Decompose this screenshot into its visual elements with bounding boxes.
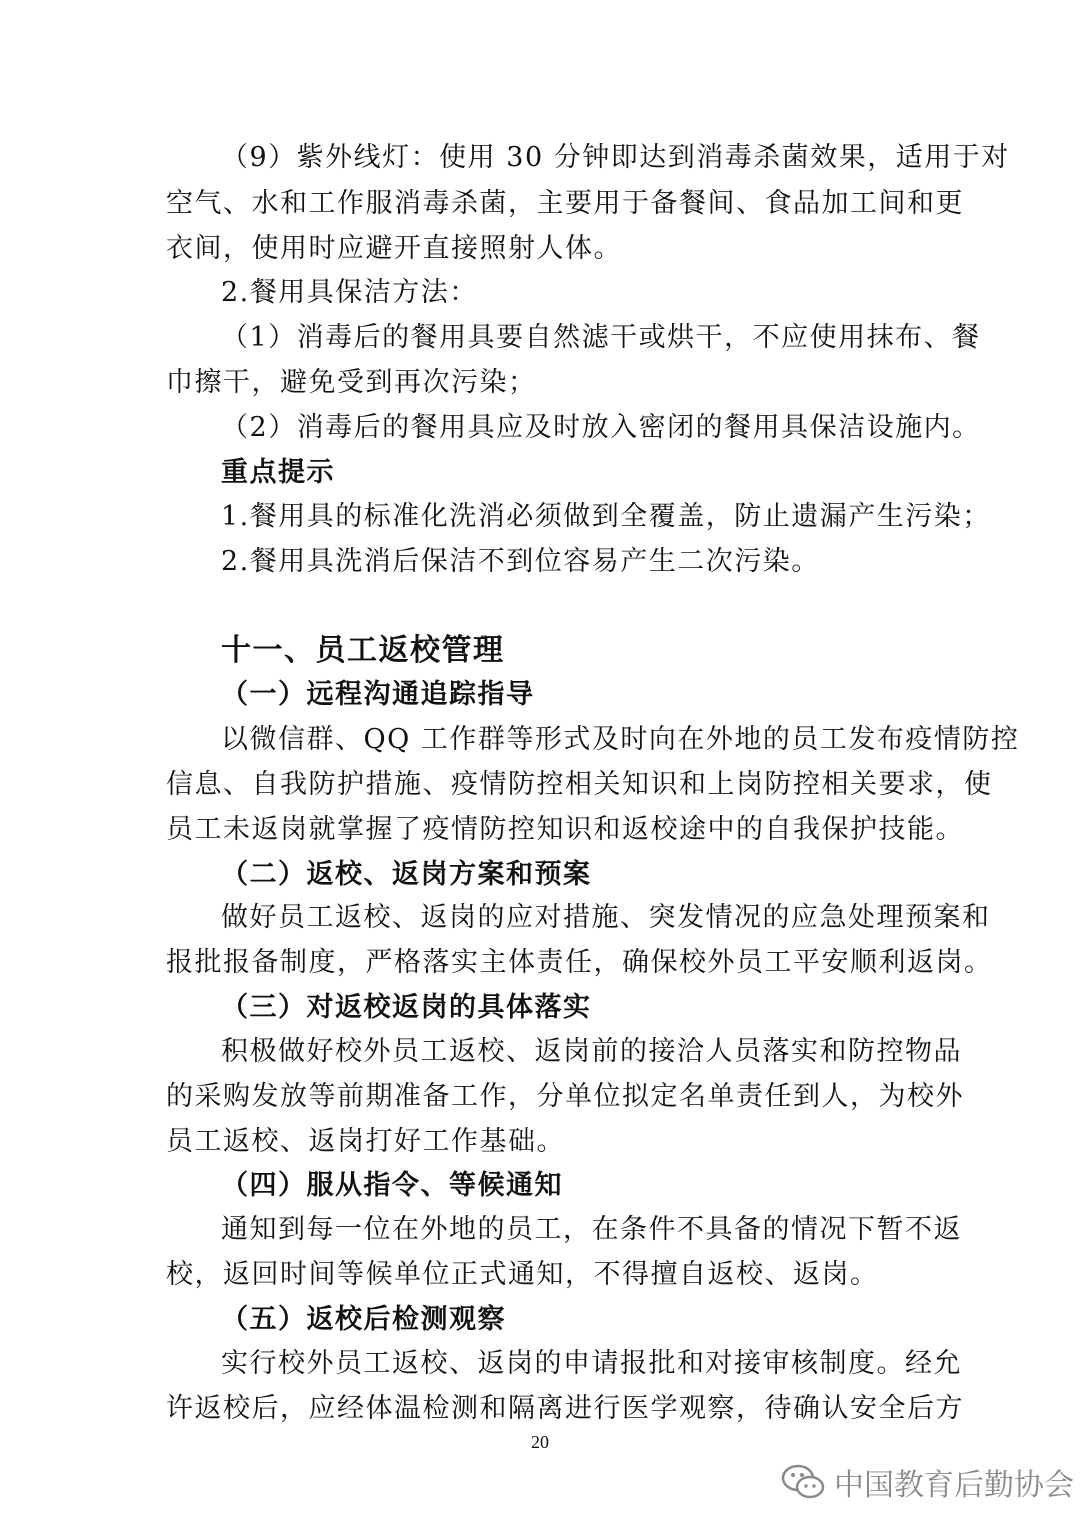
text-line: 通知到每一位在外地的员工，在条件不具备的情况下暂不返 — [221, 1214, 962, 1245]
text-line: 积极做好校外员工返校、返岗前的接洽人员落实和防控物品 — [221, 1036, 962, 1067]
page-number: 20 — [531, 1432, 549, 1452]
subheading: （一）远程沟通追踪指导 — [221, 679, 535, 710]
text-line: 实行校外员工返校、返岗的申请报批和对接审核制度。经允 — [221, 1348, 962, 1379]
text-line: 以微信群、QQ 工作群等形式及时向在外地的员工发布疫情防控 — [221, 724, 1020, 755]
text-line: 1.餐用具的标准化洗消必须做到全覆盖，防止遗漏产生污染； — [221, 501, 991, 532]
text-line: 空气、水和工作服消毒杀菌，主要用于备餐间、食品加工间和更 — [166, 188, 964, 219]
subheading: （四）服从指令、等候通知 — [221, 1170, 563, 1201]
wechat-icon — [780, 1462, 826, 1502]
subheading: （三）对返校返岗的具体落实 — [221, 992, 592, 1023]
section-heading: 十一、员工返校管理 — [221, 633, 505, 668]
text-line: 衣间，使用时应避开直接照射人体。 — [166, 233, 622, 264]
watermark-text: 中国教育后勤协会 — [834, 1468, 1074, 1503]
text-line: 员工未返岗就掌握了疫情防控知识和返校途中的自我保护技能。 — [166, 814, 964, 845]
text-line: （1）消毒后的餐用具要自然滤干或烘干，不应使用抹布、餐 — [221, 322, 981, 353]
text-line: （9）紫外线灯：使用 30 分钟即达到消毒杀菌效果，适用于对 — [221, 142, 1010, 173]
text-line: 报批报备制度，严格落实主体责任，确保校外员工平安顺利返岗。 — [166, 947, 993, 978]
text-line: （2）消毒后的餐用具应及时放入密闭的餐用具保洁设施内。 — [221, 412, 981, 443]
subheading: 重点提示 — [221, 457, 335, 488]
text-line: 的采购发放等前期准备工作，分单位拟定名单责任到人，为校外 — [166, 1081, 964, 1112]
watermark — [780, 1460, 1074, 1504]
text-line: 2.餐用具保洁方法： — [221, 277, 478, 308]
text-line: 巾擦干，避免受到再次污染； — [166, 367, 537, 398]
text-line: 做好员工返校、返岗的应对措施、突发情况的应急处理预案和 — [221, 902, 991, 933]
text-line: 信息、自我防护措施、疫情防控相关知识和上岗防控相关要求，使 — [166, 769, 993, 800]
subheading: （二）返校、返岗方案和预案 — [221, 859, 592, 890]
text-line: 员工返校、返岗打好工作基础。 — [166, 1126, 565, 1157]
subheading: （五）返校后检测观察 — [221, 1304, 506, 1335]
text-line: 2.餐用具洗消后保洁不到位容易产生二次污染。 — [221, 546, 820, 577]
text-line: 许返校后，应经体温检测和隔离进行医学观察，待确认安全后方 — [166, 1393, 964, 1424]
text-line: 校，返回时间等候单位正式通知，不得擅自返校、返岗。 — [166, 1259, 879, 1290]
